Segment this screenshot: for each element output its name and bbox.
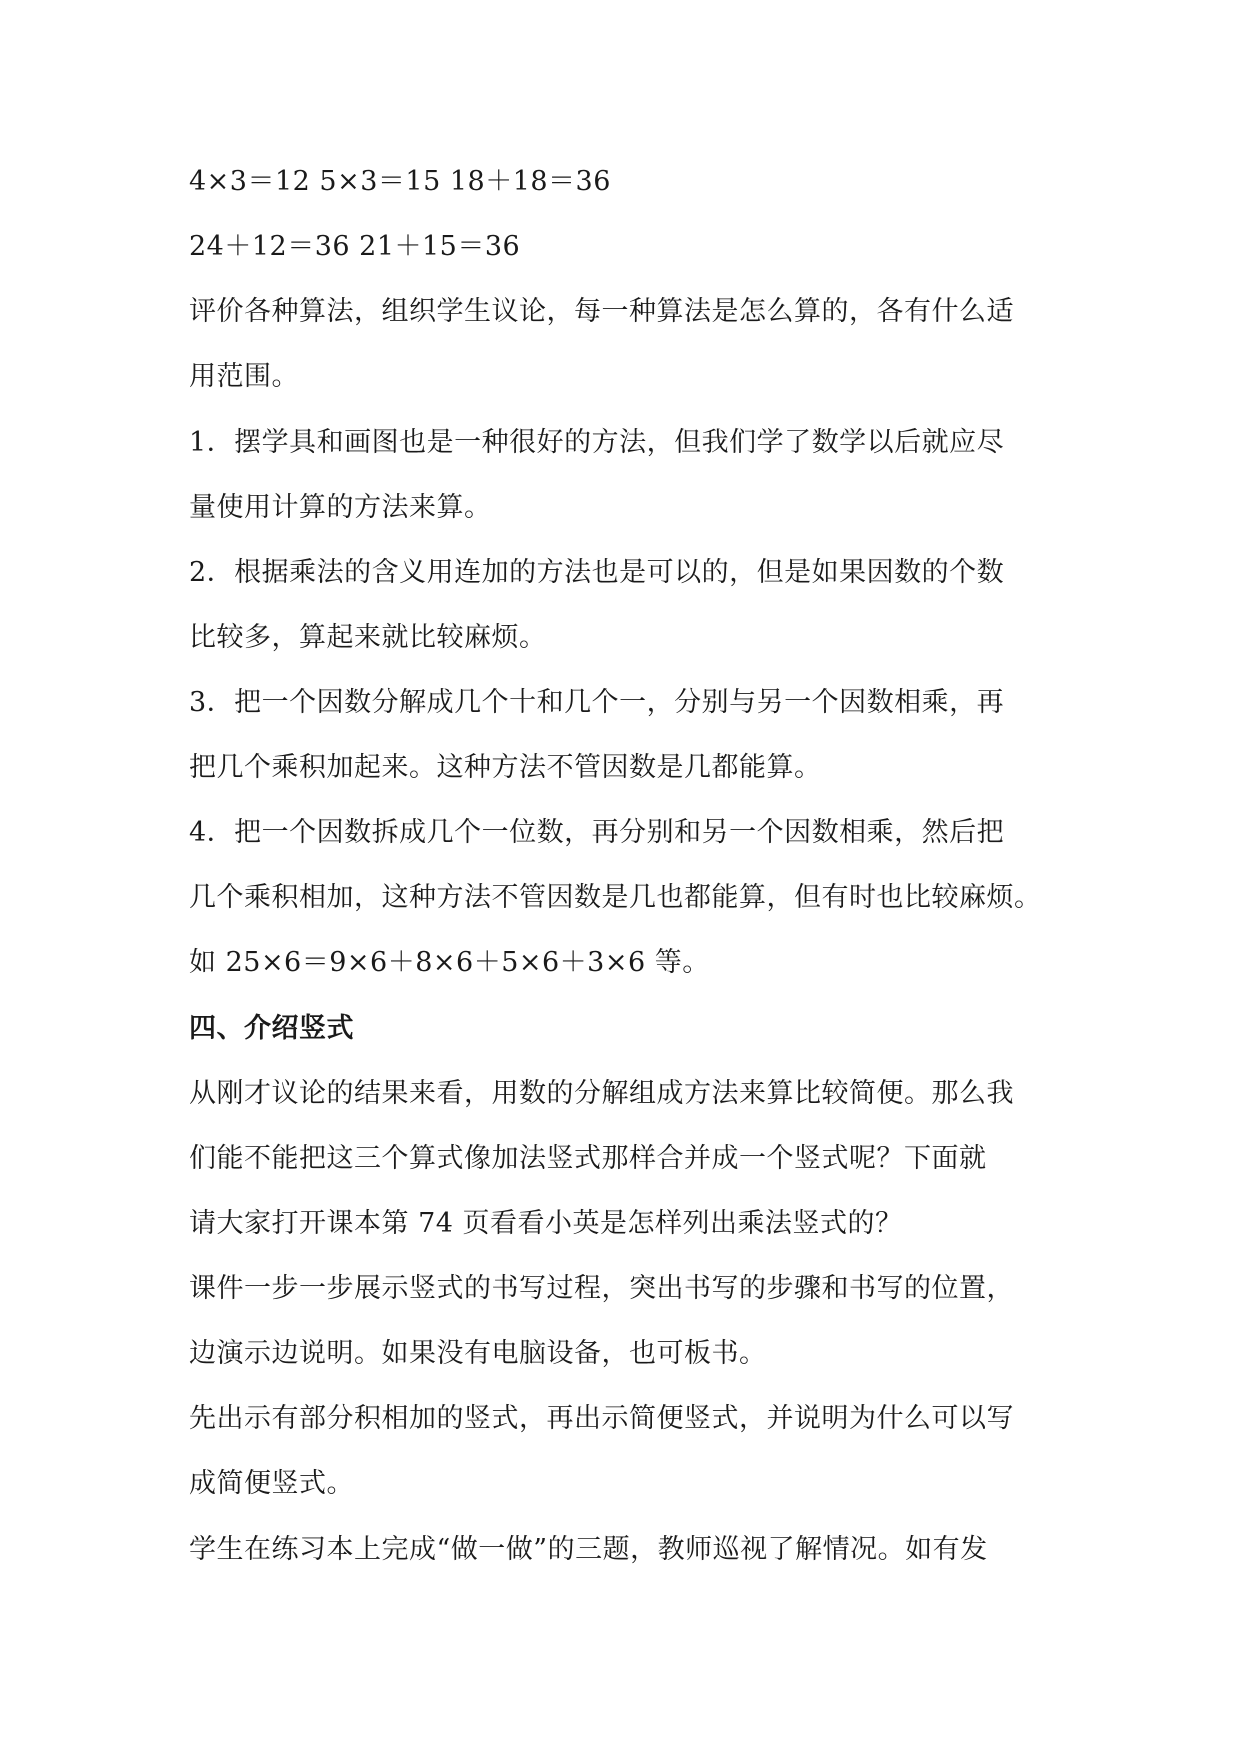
paragraph-intro-line-2: 们能不能把这三个算式像加法竖式那样合并成一个竖式呢？下面就 (189, 1143, 987, 1174)
item-1-line-2: 量使用计算的方法来算。 (189, 492, 492, 523)
item-4-line-2: 几个乘积相加，这种方法不管因数是几也都能算，但有时也比较麻烦。 (189, 882, 1042, 913)
item-2-line-1: 2．根据乘法的含义用连加的方法也是可以的，但是如果因数的个数 (189, 557, 1005, 588)
paragraph-evaluate-line-2: 用范围。 (189, 361, 299, 392)
paragraph-show-line-1: 先出示有部分积相加的竖式，再出示简便竖式，并说明为什么可以写 (189, 1403, 1014, 1434)
paragraph-evaluate-line-1: 评价各种算法，组织学生议论，每一种算法是怎么算的，各有什么适 (189, 296, 1014, 327)
item-4-line-1: 4．把一个因数拆成几个一位数，再分别和另一个因数相乘，然后把 (189, 817, 1005, 848)
item-1-line-1: 1．摆学具和画图也是一种很好的方法，但我们学了数学以后就应尽 (189, 427, 1005, 458)
paragraph-practice-line-1: 学生在练习本上完成“做一做”的三题，教师巡视了解情况。如有发 (189, 1534, 988, 1565)
section-heading: 四、介绍竖式 (189, 1013, 354, 1044)
paragraph-courseware-line-1: 课件一步一步展示竖式的书写过程，突出书写的步骤和书写的位置， (189, 1273, 1014, 1304)
item-4-line-3: 如 25×6＝9×6＋8×6＋5×6＋3×6 等。 (189, 947, 710, 978)
item-3-line-2: 把几个乘积加起来。这种方法不管因数是几都能算。 (189, 752, 822, 783)
equation-line-2: 24＋12＝36 21＋15＝36 (189, 231, 521, 262)
equation-line-1: 4×3＝12 5×3＝15 18＋18＝36 (189, 166, 611, 197)
item-3-line-1: 3．把一个因数分解成几个十和几个一，分别与另一个因数相乘，再 (189, 687, 1005, 718)
item-2-line-2: 比较多，算起来就比较麻烦。 (189, 622, 547, 653)
paragraph-courseware-line-2: 边演示边说明。如果没有电脑设备，也可板书。 (189, 1338, 767, 1369)
paragraph-intro-line-1: 从刚才议论的结果来看，用数的分解组成方法来算比较简便。那么我 (189, 1078, 1014, 1109)
paragraph-intro-line-3: 请大家打开课本第 74 页看看小英是怎样列出乘法竖式的？ (189, 1208, 903, 1239)
paragraph-show-line-2: 成简便竖式。 (189, 1468, 354, 1499)
